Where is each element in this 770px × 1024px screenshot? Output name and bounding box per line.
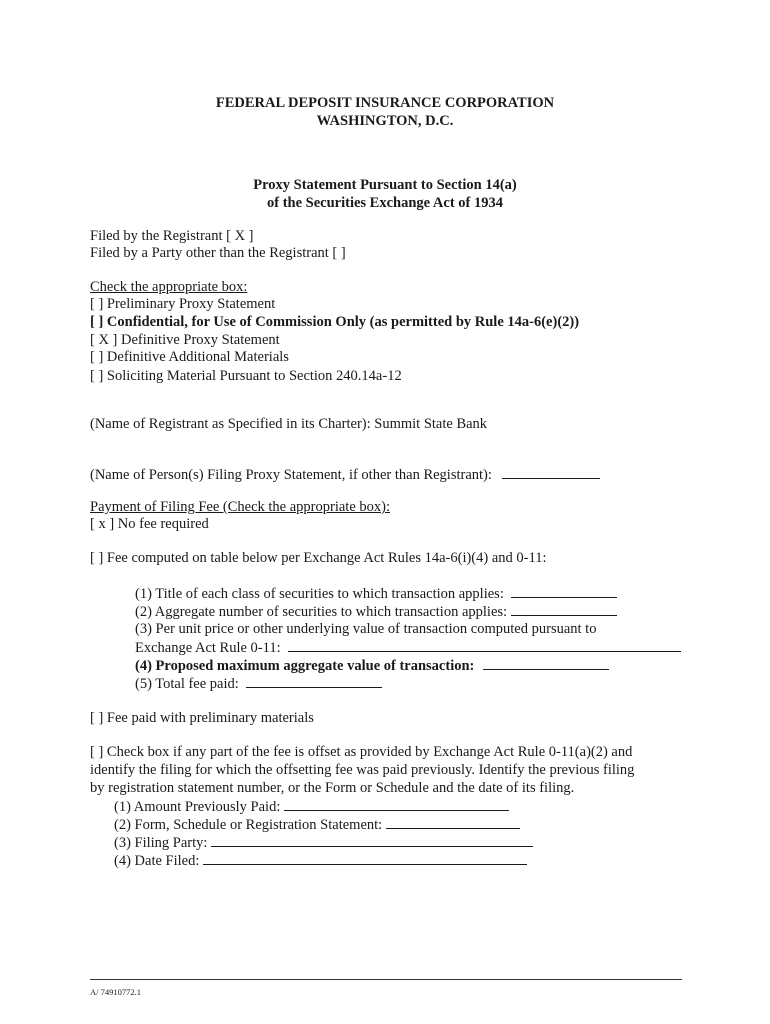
option-preliminary: [ ] Preliminary Proxy Statement: [90, 296, 276, 312]
option-confidential: [ ] Confidential, for Use of Commission Only (as permitted by Rule 14a-6(e)(2)): [90, 314, 580, 330]
fee-item-4: [135, 657, 609, 675]
filed-by-other-party: Filed by a Party other than the Registrant [ ]: [90, 245, 346, 261]
offset-item-3-label: (3) Filing Party:: [114, 835, 208, 851]
offset-item-1-blank: [284, 798, 509, 811]
option-definitive: [ X ] Definitive Proxy Statement: [90, 332, 280, 348]
fee-item-2: [135, 603, 617, 621]
offset-item-2-blank: [386, 816, 520, 829]
fee-item-1: [135, 585, 617, 603]
title-line-2: of the Securities Exchange Act of 1934: [267, 195, 503, 211]
option-soliciting-material: [ ] Soliciting Material Pursuant to Section 240.14a-12: [90, 368, 402, 384]
fee-item-2-label: (2) Aggregate number of securities to which transaction applies:: [135, 604, 508, 620]
fee-item-1-blank: [511, 585, 617, 598]
footer-rule: [90, 979, 682, 980]
offset-line-1: [ ] Check box if any part of the fee is offset as provided by Exchange Act Rule 0-11(a)(2) and: [90, 744, 633, 760]
offset-item-1: [114, 798, 509, 816]
offset-item-4: [114, 852, 527, 870]
offset-item-4-label: (4) Date Filed:: [114, 853, 200, 869]
option-additional-materials: [ ] Definitive Additional Materials: [90, 349, 289, 365]
fee-item-5-blank: [246, 675, 382, 688]
person-filing-label: (Name of Person(s) Filing Proxy Statement, if other than Registrant):: [90, 467, 492, 483]
fee-item-3-continued: [135, 639, 681, 657]
footer-doc-id: A/ 74910772.1: [90, 987, 141, 997]
fee-item-2-blank: [511, 603, 617, 616]
person-filing-blank: [502, 466, 600, 479]
fee-item-3: (3) Per unit price or other underlying value of transaction computed pursuant to: [135, 621, 597, 637]
fee-computed: [ ] Fee computed on table below per Exchange Act Rules 14a-6(i)(4) and 0-11:: [90, 550, 547, 566]
offset-item-1-label: (1) Amount Previously Paid:: [114, 799, 281, 815]
person-filing: [90, 466, 600, 484]
registrant-name: (Name of Registrant as Specified in its Charter): Summit State Bank: [90, 416, 488, 432]
check-box-heading: Check the appropriate box:: [90, 279, 248, 295]
header-line-2: WASHINGTON, D.C.: [316, 113, 454, 129]
fee-item-3-blank: [288, 639, 681, 652]
fee-item-5-label: (5) Total fee paid:: [135, 676, 239, 692]
offset-item-3: [114, 834, 533, 852]
offset-item-3-blank: [211, 834, 533, 847]
fee-item-3-label: Exchange Act Rule 0-11:: [135, 640, 281, 656]
fee-item-1-label: (1) Title of each class of securities to which transaction applies:: [135, 586, 504, 602]
fee-item-4-blank: [483, 657, 609, 670]
filed-by-registrant: Filed by the Registrant [ X ]: [90, 228, 254, 244]
header-line-1: FEDERAL DEPOSIT INSURANCE CORPORATION: [215, 95, 555, 111]
payment-heading: Payment of Filing Fee (Check the appropriate box):: [90, 499, 390, 515]
fee-item-4-label: (4) Proposed maximum aggregate value of transaction:: [135, 658, 475, 674]
fee-paid-preliminary: [ ] Fee paid with preliminary materials: [90, 710, 314, 726]
offset-line-2: identify the filing for which the offsetting fee was paid previously. Identify the previous filing: [90, 762, 635, 778]
no-fee-required: [ x ] No fee required: [90, 516, 209, 532]
offset-item-2: [114, 816, 520, 834]
offset-item-2-label: (2) Form, Schedule or Registration Statement:: [114, 817, 383, 833]
offset-line-3: by registration statement number, or the Form or Schedule and the date of its filing.: [90, 780, 575, 796]
fee-item-5: [135, 675, 382, 693]
offset-item-4-blank: [203, 852, 527, 865]
title-line-1: Proxy Statement Pursuant to Section 14(a): [253, 177, 517, 193]
